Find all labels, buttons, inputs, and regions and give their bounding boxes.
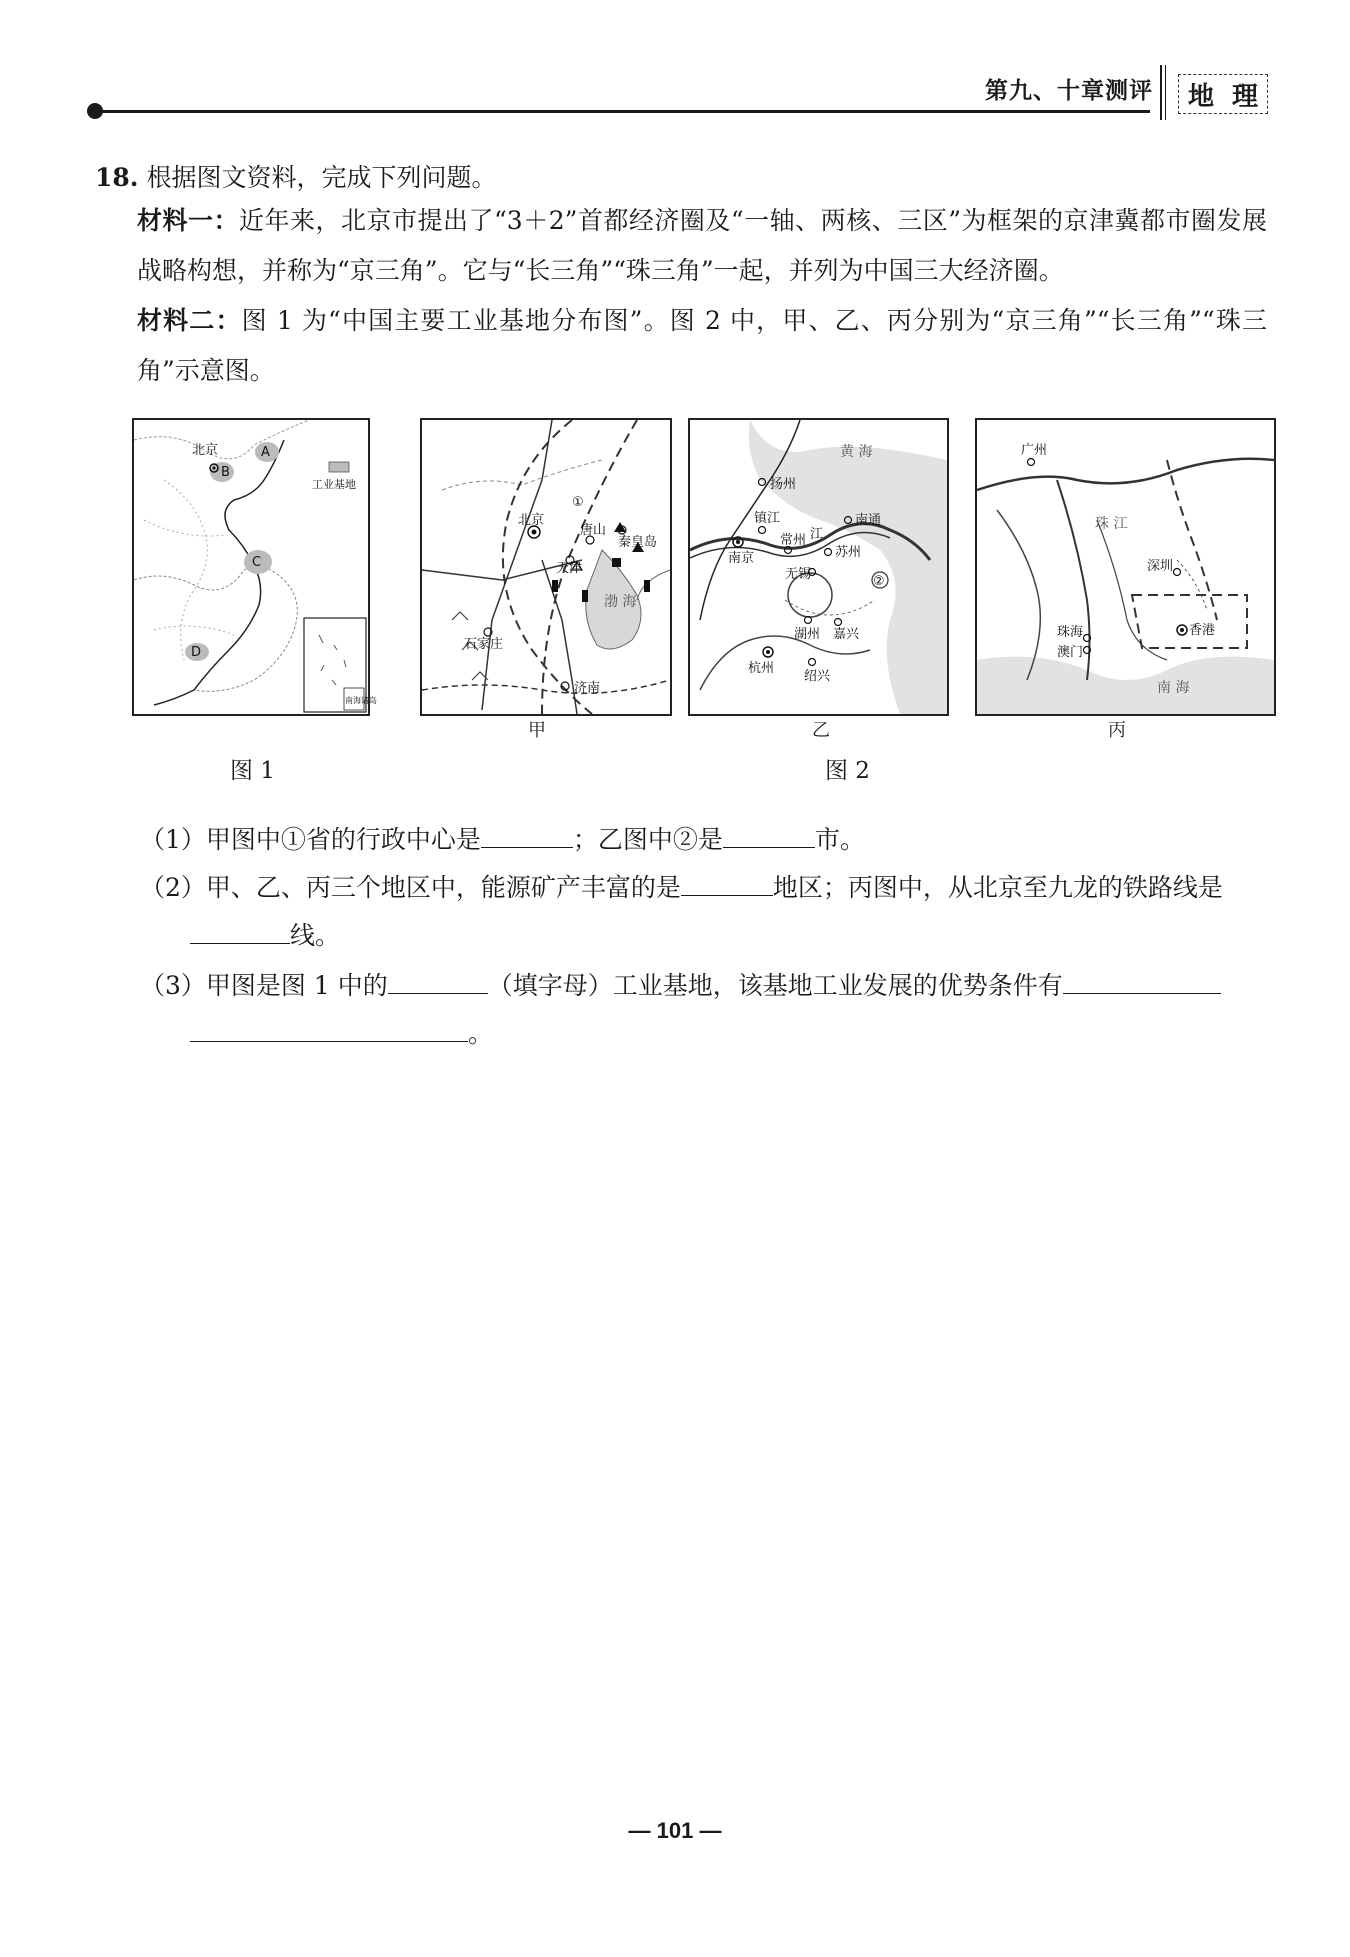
fig1-legend: 工业基地 — [312, 478, 356, 491]
sq3-part-b: （填字母）工业基地，该基地工业发展的优势条件有 — [487, 971, 1063, 1000]
bing-label-guangzhou: 广州 — [1021, 443, 1048, 458]
sq1-part-a: （1）甲图中①省的行政中心是 — [140, 825, 481, 854]
answer-blank-3[interactable] — [681, 871, 773, 896]
subject-badge — [1178, 74, 1268, 114]
yi-label-jiaxing: 嘉兴 — [833, 627, 860, 642]
header-rule — [95, 110, 1150, 113]
sq3-part-a: （3）甲图是图 1 中的 — [140, 971, 388, 1000]
figure-1-map — [132, 418, 377, 716]
bing-label-zhuhai: 珠海 — [1057, 625, 1084, 640]
sub-question-3 — [140, 966, 1221, 1002]
yi-label-zhenjiang: 镇江 — [754, 511, 781, 526]
jia-label-qinhuangdao: 秦皇岛 — [618, 535, 658, 550]
fig1-label-b: B — [221, 465, 230, 480]
yi-label-wuxi: 无锡 — [785, 567, 812, 582]
jia-label-circle1: ① — [572, 495, 584, 510]
caption-jia: 甲 — [528, 720, 546, 741]
yi-label-circle2: ② — [873, 574, 885, 589]
caption-yi: 乙 — [812, 720, 830, 741]
material-1 — [137, 196, 1267, 296]
subject-char-1: 地 — [1187, 81, 1214, 112]
figure-1-caption: 图 1 — [230, 758, 275, 784]
question-prompt — [95, 158, 496, 194]
sq2-part-c: 线。 — [290, 921, 341, 950]
answer-blank-6[interactable] — [1063, 969, 1221, 994]
yi-label-nantong: 南通 — [855, 513, 882, 528]
header-divider — [1160, 65, 1162, 120]
fig1-label-c: C — [252, 555, 262, 570]
question-prompt-text: 根据图文资料，完成下列问题。 — [146, 163, 497, 192]
map-bing — [975, 418, 1276, 716]
yi-label-nanjing: 南京 — [728, 551, 755, 566]
figure-2-caption: 图 2 — [825, 758, 870, 784]
answer-blank-5[interactable] — [388, 969, 488, 994]
sq1-part-b: ；乙图中②是 — [572, 825, 723, 854]
fig1-label-beijing: 北京 — [192, 443, 219, 458]
answer-blank-4[interactable] — [190, 919, 290, 944]
fig1-inset-label: 南海诸岛 — [345, 696, 377, 705]
material-1-text: 近年来，北京市提出了“3＋2”首都经济圈及“一轴、两核、三区”为框架的京津冀都市圈发展战略构想，并称为“京三角”。它与“长三角”“珠三角”一起，并列为中国三大经济圈。 — [137, 206, 1267, 285]
map-yi — [688, 418, 949, 716]
yi-label-suzhou: 苏州 — [835, 545, 862, 560]
fig1-label-d: D — [191, 645, 202, 660]
jia-label-shijiazhuang: 石家庄 — [464, 637, 504, 652]
sub-question-2 — [140, 868, 1223, 904]
sq2-part-a: （2）甲、乙、丙三个地区中，能源矿产丰富的是 — [140, 873, 681, 902]
sq2-part-b: 地区；丙图中，从北京至九龙的铁路线是 — [772, 873, 1223, 902]
material-2-label: 材料二： — [137, 306, 242, 335]
bing-label-aomen: 澳门 — [1057, 645, 1084, 660]
answer-blank-1[interactable] — [481, 823, 573, 848]
yi-label-jiang: 江 — [810, 527, 824, 542]
bing-label-shenzhen: 深圳 — [1147, 559, 1174, 574]
yi-label-shaoxing: 绍兴 — [804, 669, 831, 684]
yi-label-huanghai: 黄 海 — [840, 444, 873, 460]
fig1-label-a: A — [261, 445, 270, 460]
sub-question-1 — [140, 820, 865, 856]
bing-label-xianggang: 香港 — [1189, 623, 1216, 638]
yi-label-changzhou: 常州 — [780, 533, 807, 548]
bing-label-zhujiang: 珠 江 — [1095, 516, 1128, 532]
jia-label-tianjin: 天津 — [556, 561, 583, 576]
caption-bing: 丙 — [1108, 720, 1126, 741]
jia-label-bohai: 渤 海 — [604, 594, 637, 610]
question-number: 18. — [95, 163, 139, 192]
subject-char-2: 理 — [1231, 81, 1258, 112]
sq1-part-c: 市。 — [814, 825, 865, 854]
material-2 — [137, 296, 1267, 396]
bing-label-nanhai: 南 海 — [1157, 680, 1190, 696]
chapter-title: 第九、十章测评 — [985, 77, 1153, 104]
sq3-part-c: 。 — [468, 1019, 494, 1048]
material-1-label: 材料一： — [137, 206, 240, 235]
yi-label-huzhou: 湖州 — [794, 627, 821, 642]
yi-label-hangzhou: 杭州 — [748, 661, 775, 676]
page-number: — 101 — — [628, 1818, 722, 1843]
sub-question-2-cont — [190, 916, 340, 952]
material-2-text: 图 1 为“中国主要工业基地分布图”。图 2 中，甲、乙、丙分别为“京三角”“长三角”“珠三角”示意图。 — [137, 306, 1267, 385]
jia-label-tangshan: 唐山 — [580, 523, 607, 538]
sub-question-3-cont — [190, 1014, 493, 1050]
jia-label-jinan: 济南 — [574, 681, 601, 696]
jia-label-beijing: 北京 — [518, 513, 545, 528]
yi-label-yangzhou: 扬州 — [770, 477, 797, 492]
map-jia — [420, 418, 672, 716]
answer-blank-7[interactable] — [190, 1017, 468, 1042]
header-divider-thin — [1165, 65, 1166, 120]
answer-blank-2[interactable] — [723, 823, 815, 848]
